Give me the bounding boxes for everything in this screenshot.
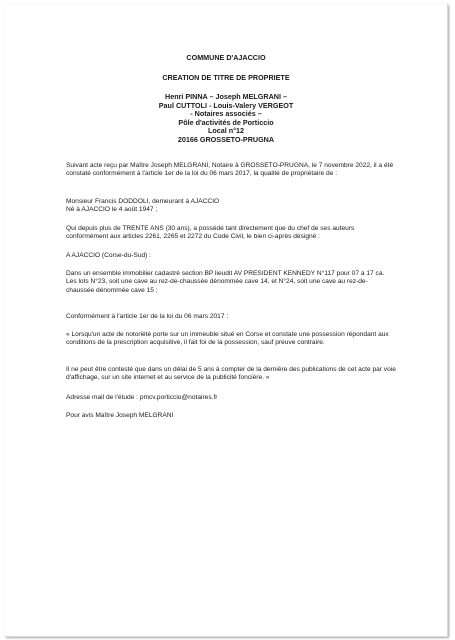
notaires-line: Paul CUTTOLI - Louis-Valery VERGEOT [158, 100, 294, 110]
notaires-line: Henri PINNA – Joseph MELGRANI – [165, 92, 287, 101]
notaires-line: 20166 GROSSETO-PRUGNA [177, 134, 275, 144]
signature-text: Pour avis Maître Joseph MELGRANI [66, 412, 174, 419]
paragraph-acte [66, 162, 396, 179]
paragraph-conformement [66, 313, 396, 321]
designation-line: Dans un ensemble immobilier cadastré section BP lieudit AV PRESIDENT KENNEDY N°117 pour 07 a 17 ca. [66, 270, 385, 277]
paragraph-designation [66, 270, 396, 295]
email-text: Adresse mail de l'étude : pmcv.porticcio@notaires.fr [66, 394, 218, 401]
paragraph-signature [66, 412, 396, 420]
notaires-line: - Notaires associés – [190, 109, 262, 119]
paragraph-lieu [66, 252, 396, 260]
paragraph-citation-1 [66, 331, 396, 348]
header-creation-title: CREATION DE TITRE DE PROPRIETE [162, 73, 290, 82]
paragraph-email [66, 394, 396, 402]
notaires-line: Pôle d'activités de Porticcio [178, 117, 274, 127]
acte-text: Suivant acte reçu par Maître Joseph MELGRANI, Notaire à GROSSETO-PRUGNA, le 7 novembre 2022, il a été constaté conformément à l'article 1er de la loi du 06 mars 2017, la qualité de propriétaire de : [66, 162, 394, 178]
document-page [5, 4, 448, 637]
paragraph-possession [66, 225, 396, 242]
paragraph-citation-2 [66, 366, 396, 383]
header-commune: COMMUNE D'AJACCIO [186, 53, 266, 62]
citation-text: Il ne peut être contesté que dans un délai de 5 ans à compter de la dernière des publications de cet acte par voie d'affichage, sur un site internet et au service de la publicité foncière. » [66, 366, 396, 382]
conformement-text: Conformément à l'article 1er de la loi du 06 mars 2017 : [66, 313, 229, 320]
notaires-line: Local n°12 [207, 126, 245, 136]
possession-text: Qui depuis plus de TRENTE ANS (30 ans), a possédé tant directement que du chef de ses auteurs conformément aux articles 2261, 2265 et 2272 du Code Civil, le bien ci-après désigné : [66, 225, 355, 241]
citation-text: « Lorsqu'un acte de notoriété porte sur un immeuble situé en Corse et constate une possession répondant aux conditions de la prescription acquisitive, il fait foi de la possession, sauf preuve contraire. [66, 331, 389, 347]
paragraph-proprietaire [66, 198, 396, 215]
proprietaire-line: Né à AJACCIO le 4 août 1947 ; [66, 206, 158, 214]
header-notaires-block [5, 93, 447, 145]
proprietaire-line: Monsieur Francis DODDOLI, demeurant à AJACCIO [66, 198, 220, 205]
lieu-text: A AJACCIO (Corse-du-Sud) : [66, 252, 152, 259]
designation-line: Les lots N°23, soit une cave au rez-de-chaussée dénommée cave 14, et N°24, soit une cave au rez-de-chaussée dénommée cave 15 ; [66, 278, 368, 294]
